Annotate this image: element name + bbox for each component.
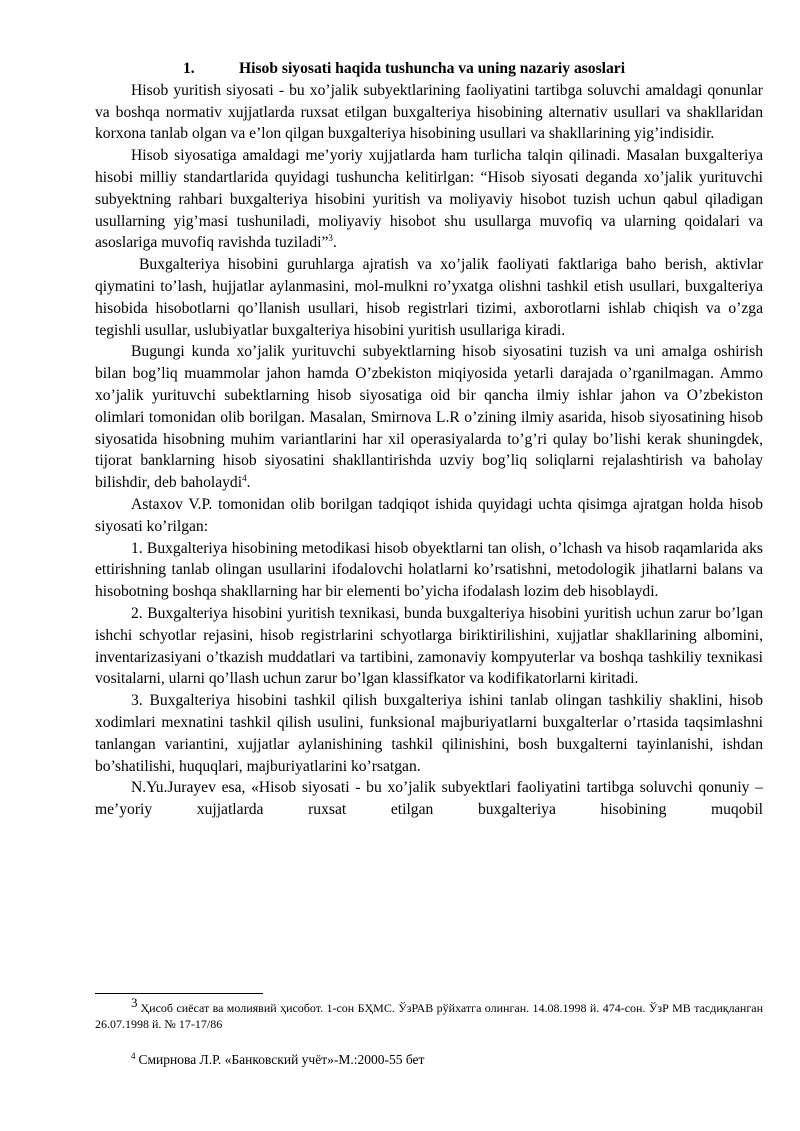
- paragraph: Hisob siyosatiga amaldagi me’yoriy xujjatlarda ham turlicha talqin qilinadi. Masalan buxgalteriya hisobi milliy standartlarida quyidagi tushuncha kelitirlgan: “Hisob siyosati deganda xo’jalik yurituvchi subyektning rahbari buxgalteriya hisobini yuritish va moliyaviy hisobot tuzish uchun qabul qiladigan usullarning yig’masi tushuniladi, moliyaviy hisobot shu usullarga muvofiq va ularning qoidalari va asoslariga muvofiq ravishda tuziladi”$^3$.: [95, 147, 763, 252]
- paragraph: Hisob yuritish siyosati - bu xo’jalik subyektlarining faoliyatini tartibga soluvchi amaldagi qonunlar va boshqa normativ xujjatlarda ruxsat etilgan buxgalteriya hisobining alternativ usullari va shakllaridan korxona tanlab olgan va e’lon qilgan buxgalteriya hisobining usullari va shakllarining yig’indisidir.: [95, 81, 763, 143]
- footnote-ref[interactable]: 4: [242, 473, 247, 484]
- section-heading: [95, 58, 763, 80]
- list-item-paragraph: 1. Buxgalteriya hisobining metodikasi hisob obyektlarni tan olish, o’lchash va hisob raqamlarida aks ettirishning tanlab olingan usullarini ifodalovchi holatlarni ko’rsatishni, metodologik jihatlarni balans va hisobotning boshqa shakllarning har bir elementi bo’yicha ifodalash lozim deb hisoblaydi.: [95, 539, 763, 601]
- paragraph: Astaxov V.P. tomonidan olib borilgan tadqiqot ishida quyidagi uchta qisimga ajratgan holda hisob siyosati ko’rilgan:: [95, 495, 763, 535]
- document-page: [95, 58, 763, 821]
- footnotes-section: [95, 993, 763, 1068]
- footnote-mark: 3: [131, 995, 138, 1010]
- footnote-4: $^4$ Смирнова Л.Р. «Банковский учёт»-М.:2000-55 бет: [131, 1051, 425, 1067]
- section-title: Hisob siyosati haqida tushuncha va uning nazariy asoslari: [239, 60, 626, 77]
- footnote-3: 3 Ҳисоб сиёсат ва молиявий ҳисобот. 1-сон БҲМС. ЎзРАВ рўйхатга олинган. 14.08.1998 й. 474-сон. ЎзР МВ тасдиқланган 26.07.1998 й. № 17-17/86: [95, 995, 763, 1031]
- footnote-separator: [95, 993, 263, 994]
- paragraph: Buxgalteriya hisobini guruhlarga ajratish va xo’jalik faoliyati faktlariga baho berish, aktivlar qiymatini to’lash, hujjatlar aylanmasini, mol-mulkni ro’yxatga olishni tashkil etish usullari, buxgalteriya hisobida hisobotlarni qo’llanish usullari, hisob registrlari tizimi, axborotlarni ishlab chiqish va o’zga tegishli usullar, uslubiyatlar buxgalteriya hisobini yuritish usullariga kiradi.: [95, 256, 763, 339]
- paragraph: Bugungi kunda xo’jalik yurituvchi subyektlarning hisob siyosatini tuzish va uni amalga oshirish bilan bog’liq muammolar jahon hamda O’zbekiston miqiyosida yetarli darajada o’rganilmagan. Ammo xo’jalik yurituvchi subektlarning hisob siyosatiga oid bir qancha ilmiy ishlar jahon va O’zbekiston olimlari tomonidan olib borilgan. Masalan, Smirnova L.R o’zining ilmiy asarida, hisob siyosatining hisob siyosatida hisobning muhim variantlarini har xil operasiyalarda to’g’ri qulay bo’lishi kerak shuningdek, tijorat banklarning hisob siyosatini shakllantirishda uzviy bog’liq soliqlarni rejalashtirish va baholay bilishdir, deb baholaydi$^4$.: [95, 343, 763, 492]
- list-item-paragraph: 3. Buxgalteriya hisobini tashkil qilish buxgalteriya ishini tanlab olingan tashkiliy shaklini, hisob xodimlari mexnatini tashkil qilish usulini, funksional majburiyatlarni buxgalterlar o’rtasida taqsimlashni tanlangan variantini, xujjatlar aylanishining tashkil qilinishini, bosh buxgalterni tayinlanishi, ishdan bo’shatilishi, huquqlari, majburiyatlarini ko’rsatgan.: [95, 692, 763, 775]
- footnote-ref[interactable]: 3: [328, 233, 333, 244]
- paragraph: N.Yu.Jurayev esa, «Hisob siyosati - bu xo’jalik subyektlari faoliyatini tartibga soluvchi qonuniy – me’yoriy xujjatlarda ruxsat etilgan buxgalteriya hisobining muqobil: [95, 779, 763, 819]
- list-item-paragraph: 2. Buxgalteriya hisobini yuritish texnikasi, bunda buxgalteriya hisobini yuritish uchun zarur bo’lgan ishchi schyotlar rejasini, hisob registrlarini schyotlarga biriktirilishini, xujjatlar shakllarining albomini, inventarizasiyani o’tkazish muddatlari va tartibini, zamonaviy kompyuterlar va boshqa tashkiliy texnikasi vositalarni, ularni qo’llash uchun zarur bo’lgan klassifkator va kodifikatorlarni kiritadi.: [95, 604, 763, 688]
- section-number: 1.: [183, 60, 195, 77]
- footnote-mark: 4: [131, 1051, 136, 1061]
